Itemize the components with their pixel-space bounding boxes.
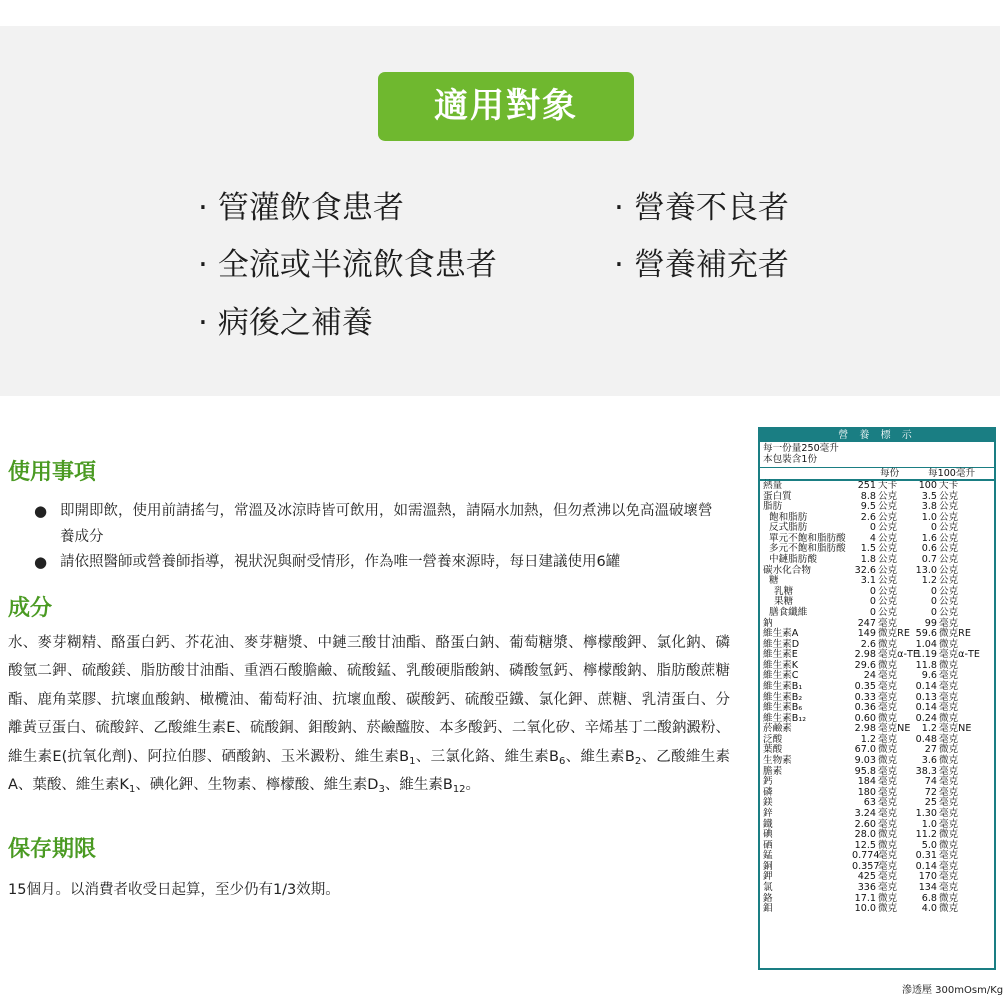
per-serving-unit: 毫克 [878, 850, 898, 862]
per-serving-value: 2.98 [854, 723, 876, 735]
per-100ml-value: 25 [924, 797, 937, 809]
shelf-life-text: 15個月。以消費者收受日起算，至少仍有1/3效期。 [8, 882, 340, 898]
per-serving-unit: 毫克 [878, 617, 898, 629]
per-100ml-unit: 公克 [939, 575, 959, 587]
nutrient-name: 鋅 [763, 807, 773, 819]
per-serving-value: 0 [869, 606, 876, 618]
nutrient-name: 葉酸 [763, 744, 783, 756]
nutrient-row [760, 566, 994, 577]
target-item [198, 305, 373, 341]
per-100ml-unit: 公克 [939, 554, 959, 566]
servings-per-package: 本包裝含1份 [763, 454, 818, 465]
per-serving-value: 425 [857, 871, 876, 883]
nutrient-name: 維生素B₂ [763, 691, 803, 703]
nutrient-name: 泛酸 [763, 733, 783, 745]
bullet-dot: ● [34, 502, 48, 520]
per-serving-value: 184 [857, 776, 876, 788]
per-100ml-value: 0.14 [915, 702, 937, 714]
per-100ml-value: 3.5 [921, 490, 937, 502]
per-100ml-unit: 微克 [939, 829, 959, 841]
per-serving-value: 32.6 [854, 564, 876, 576]
per-100ml-value: 0 [930, 596, 937, 608]
per-100ml-unit: 毫克 [939, 871, 959, 883]
target-item [614, 247, 789, 283]
nutrient-name: 維生素B₁₂ [763, 712, 807, 724]
per-serving-value: 9.5 [860, 501, 876, 513]
target-item-label: 營養不良者 [633, 190, 789, 226]
per-serving-unit: 毫克 [878, 797, 898, 809]
per-100ml-value: 38.3 [915, 765, 937, 777]
bullet-dot: ● [34, 553, 48, 571]
nutrition-rows [760, 480, 994, 915]
per-serving-unit: 毫克 [878, 670, 898, 682]
usage-item-text: 請依照醫師或營養師指導，視狀況與耐受情形，作為唯一營養來源時，每日建議使用6罐 [60, 554, 621, 570]
per-100ml-value: 0.48 [915, 733, 937, 745]
per-serving-unit: 大卡 [878, 480, 898, 491]
nutrition-header: 營 養 標 示 [760, 429, 994, 442]
per-serving-value: 0.774 [852, 850, 880, 862]
nutrition-divider [760, 480, 994, 481]
nutrient-name: 反式脂肪 [769, 522, 808, 534]
bullet-dot: · [198, 247, 208, 283]
per-serving-value: 180 [857, 786, 876, 798]
per-serving-unit: 公克 [878, 596, 898, 608]
per-serving-value: 336 [857, 881, 876, 893]
nutrient-name: 維生素E [763, 649, 798, 661]
per-100ml-value: 170 [918, 871, 937, 883]
per-100ml-value: 0.14 [915, 860, 937, 872]
per-100ml-unit: 公克 [939, 564, 959, 576]
nutrient-name: 鈉 [763, 617, 773, 629]
per-100ml-unit: 毫克 [939, 786, 959, 798]
per-100ml-value: 3.6 [921, 755, 937, 767]
nutrient-name: 鈣 [763, 776, 773, 788]
per-100ml-value: 1.2 [921, 723, 937, 735]
per-serving-unit: 微克 [878, 903, 898, 915]
per-serving-value: 149 [857, 628, 876, 640]
nutrient-row [760, 777, 994, 788]
nutrient-name: 糖 [769, 575, 779, 587]
per-serving-value: 0.36 [854, 702, 876, 714]
per-100ml-value: 134 [918, 881, 937, 893]
nutrient-name: 飽和脂肪 [769, 511, 808, 523]
nutrient-name: 維生素D [763, 638, 800, 650]
nutrient-row [760, 894, 994, 905]
per-serving-unit: 公克 [878, 543, 898, 555]
usage-item [34, 498, 724, 550]
usage-title: 使用事項 [8, 460, 97, 485]
per-serving-unit: 微克 [878, 659, 898, 671]
per-100ml-unit: 毫克 [939, 776, 959, 788]
per-serving-value: 9.03 [854, 755, 876, 767]
per-100ml-unit: 微克 [939, 903, 959, 915]
per-100ml-unit: 毫克 [939, 818, 959, 830]
per-100ml-unit: 毫克 [939, 733, 959, 745]
nutrient-name: 果糖 [774, 596, 794, 608]
per-100ml-unit: 毫克 [939, 617, 959, 629]
nutrient-name: 硒 [763, 839, 773, 851]
per-serving-unit: 公克 [878, 522, 898, 534]
per-100ml-value: 1.6 [921, 532, 937, 544]
per-serving-unit: 毫克 [878, 807, 898, 819]
per-100ml-unit: 毫克 [939, 850, 959, 862]
per-serving-unit: 毫克 [878, 871, 898, 883]
per-serving-unit: 毫克 [878, 691, 898, 703]
nutrient-name: 膳食纖維 [769, 606, 808, 618]
per-100ml-value: 0 [930, 606, 937, 618]
bullet-dot: · [614, 190, 624, 226]
per-100ml-value: 11.8 [915, 659, 937, 671]
per-100ml-unit: 公克 [939, 501, 959, 513]
per-serving-unit: 微克RE [878, 628, 910, 640]
ingredients-title: 成分 [8, 596, 53, 621]
per-serving-value: 2.6 [860, 638, 876, 650]
nutrient-name: 磷 [763, 786, 773, 798]
bullet-dot: · [198, 305, 208, 341]
nutrient-row [760, 756, 994, 767]
per-100ml-value: 0.24 [915, 712, 937, 724]
per-serving-unit: 公克 [878, 532, 898, 544]
per-serving-unit: 微克 [878, 829, 898, 841]
nutrient-name: 生物素 [763, 755, 792, 767]
per-100ml-value: 1.0 [921, 818, 937, 830]
per-serving-unit: 微克 [878, 839, 898, 851]
per-100ml-value: 3.8 [921, 501, 937, 513]
nutrient-row [760, 767, 994, 778]
per-100ml-header: 每100毫升 [928, 468, 976, 479]
target-item-label: 病後之補養 [217, 305, 373, 341]
per-serving-value: 0 [869, 596, 876, 608]
per-100ml-unit: 微克 [939, 744, 959, 756]
per-100ml-unit: 毫克NE [939, 723, 972, 735]
nutrient-name: 錳 [763, 850, 773, 862]
per-serving-value: 8.8 [860, 490, 876, 502]
nutrient-row [760, 481, 994, 492]
per-100ml-unit: 微克 [939, 892, 959, 904]
nutrient-row [760, 872, 994, 883]
per-100ml-unit: 公克 [939, 522, 959, 534]
per-serving-unit: 微克 [878, 744, 898, 756]
per-serving-unit: 毫克 [878, 733, 898, 745]
per-serving-unit: 公克 [878, 564, 898, 576]
per-serving-unit: 毫克 [878, 680, 898, 692]
per-100ml-unit: 公克 [939, 585, 959, 597]
nutrient-row [760, 830, 994, 841]
per-serving-unit: 公克 [878, 490, 898, 502]
per-100ml-value: 1.19 [915, 649, 937, 661]
per-serving-value: 3.1 [860, 575, 876, 587]
shelf-life-title: 保存期限 [8, 837, 97, 862]
nutrient-name: 膽素 [763, 765, 783, 777]
per-100ml-value: 59.6 [915, 628, 937, 640]
nutrient-name: 鉬 [763, 903, 773, 915]
ingredients-text: 水、麥芽糊精、酪蛋白鈣、芥花油、麥芽糖漿、中鏈三酸甘油酯、酪蛋白鈉、葡萄糖漿、檸檬酸鉀、氯化鈉、磷酸氫二鉀、硫酸鎂、脂肪酸甘油酯、重酒石酸膽鹼、硫酸錳、乳酸硬脂酸鈉、磷酸氫鈣、檸檬酸鈉、脂肪酸蔗糖酯、鹿角菜膠、抗壞血酸鈉、橄欖油、葡萄籽油、抗壞血酸、碳酸鈣、硫酸亞鐵、氯化鉀、蔗糖、乳清蛋白、分離黃豆蛋白、硫酸鋅、乙酸維生素E、硫酸銅、鉬酸鈉、菸鹼醯胺、本多酸鈣、二氧化矽、辛烯基丁二酸鈉澱粉、維生素E(抗氧化劑)、阿拉伯膠、硒酸鈉、玉米澱粉、維生素$B_1$、三氯化鉻、維生素$B_6$、維生素$B_2$、乙酸維生素A、葉酸、維生素$K_1$、碘化鉀、生物素、檸檬酸、維生素$D_3$、維生素$B_{12}$。 [8, 635, 731, 796]
serving-size: 每一份量250毫升 [763, 443, 839, 454]
nutrient-name: 鉻 [763, 892, 773, 904]
target-item-label: 管灌飲食患者 [217, 190, 404, 226]
nutrient-name: 碘 [763, 829, 773, 841]
per-100ml-value: 100 [918, 480, 937, 491]
per-100ml-value: 4.0 [921, 903, 937, 915]
nutrient-name: 熱量 [763, 480, 783, 491]
per-serving-value: 28.0 [854, 829, 876, 841]
nutrient-name: 維生素C [763, 670, 799, 682]
per-100ml-unit: 公克 [939, 606, 959, 618]
per-100ml-unit: 毫克 [939, 670, 959, 682]
per-100ml-value: 9.6 [921, 670, 937, 682]
nutrition-facts-panel [758, 427, 996, 970]
osmolality-note: 滲透壓 300mOsm/Kg [902, 985, 1003, 996]
per-serving-value: 247 [857, 617, 876, 629]
nutrient-name: 脂肪 [763, 501, 783, 513]
nutrient-name: 鎂 [763, 797, 773, 809]
target-item [614, 190, 789, 226]
per-100ml-value: 13.0 [915, 564, 937, 576]
nutrition-serving-info [760, 442, 994, 468]
per-serving-value: 29.6 [854, 659, 876, 671]
per-serving-value: 0.357 [852, 860, 880, 872]
bullet-dot: · [614, 247, 624, 283]
usage-item [34, 549, 724, 575]
per-serving-value: 4 [869, 532, 876, 544]
per-100ml-unit: 毫克 [939, 860, 959, 872]
per-100ml-unit: 毫克 [939, 807, 959, 819]
nutrient-name: 單元不飽和脂肪酸 [769, 532, 846, 544]
per-100ml-unit: 毫克 [939, 765, 959, 777]
per-100ml-value: 72 [924, 786, 937, 798]
nutrient-row [760, 788, 994, 799]
per-100ml-value: 99 [924, 617, 937, 629]
per-100ml-value: 0.14 [915, 680, 937, 692]
per-100ml-unit: 毫克 [939, 702, 959, 714]
per-serving-unit: 毫克 [878, 881, 898, 893]
per-serving-unit: 公克 [878, 585, 898, 597]
per-100ml-unit: 大卡 [939, 480, 959, 491]
per-serving-unit: 公克 [878, 554, 898, 566]
nutrient-row [760, 883, 994, 894]
per-100ml-unit: 公克 [939, 511, 959, 523]
per-100ml-unit: 微克 [939, 659, 959, 671]
per-100ml-value: 6.8 [921, 892, 937, 904]
nutrient-name: 多元不飽和脂肪酸 [769, 543, 846, 555]
nutrient-row [760, 724, 994, 735]
per-serving-unit: 微克 [878, 755, 898, 767]
per-100ml-unit: 毫克 [939, 881, 959, 893]
per-serving-value: 12.5 [854, 839, 876, 851]
per-100ml-unit: 公克 [939, 596, 959, 608]
per-100ml-value: 0 [930, 585, 937, 597]
per-serving-value: 0 [869, 585, 876, 597]
per-100ml-unit: 微克RE [939, 628, 971, 640]
per-serving-value: 0.60 [854, 712, 876, 724]
nutrient-name: 維生素B₁ [763, 680, 803, 692]
per-serving-value: 10.0 [854, 903, 876, 915]
per-serving-unit: 公克 [878, 501, 898, 513]
per-100ml-value: 0.31 [915, 850, 937, 862]
nutrient-row [760, 576, 994, 587]
per-serving-unit: 毫克 [878, 702, 898, 714]
per-serving-unit: 公克 [878, 606, 898, 618]
per-serving-value: 1.8 [860, 554, 876, 566]
per-serving-unit: 毫克 [878, 818, 898, 830]
per-100ml-unit: 毫克 [939, 691, 959, 703]
nutrient-row [760, 904, 994, 915]
target-title-badge: 適用對象 [378, 72, 634, 141]
target-item-label: 營養補充者 [633, 247, 789, 283]
per-100ml-unit: 公克 [939, 532, 959, 544]
per-serving-unit: 毫克 [878, 776, 898, 788]
nutrient-row [760, 862, 994, 873]
nutrient-name: 銅 [763, 860, 773, 872]
per-serving-unit: 毫克 [878, 786, 898, 798]
nutrient-row [760, 492, 994, 503]
per-serving-unit: 毫克 [878, 860, 898, 872]
per-100ml-unit: 毫克α-TE [939, 649, 980, 661]
per-serving-value: 24 [863, 670, 876, 682]
per-100ml-value: 1.30 [915, 807, 937, 819]
nutrient-row [760, 745, 994, 756]
per-100ml-value: 0.13 [915, 691, 937, 703]
per-100ml-value: 5.0 [921, 839, 937, 851]
nutrient-row [760, 820, 994, 831]
per-100ml-unit: 公克 [939, 543, 959, 555]
per-serving-value: 0.33 [854, 691, 876, 703]
per-serving-unit: 毫克NE [878, 723, 911, 735]
per-serving-value: 2.6 [860, 511, 876, 523]
nutrient-name: 維生素K [763, 659, 799, 671]
per-serving-value: 1.5 [860, 543, 876, 555]
bullet-dot: · [198, 190, 208, 226]
per-100ml-unit: 微克 [939, 638, 959, 650]
nutrient-row [760, 798, 994, 809]
per-serving-value: 251 [857, 480, 876, 491]
per-serving-unit: 微克 [878, 638, 898, 650]
per-serving-value: 63 [863, 797, 876, 809]
nutrient-row [760, 608, 994, 619]
per-serving-value: 1.2 [860, 733, 876, 745]
per-serving-unit: 微克 [878, 712, 898, 724]
per-serving-value: 2.60 [854, 818, 876, 830]
per-100ml-value: 0.7 [921, 554, 937, 566]
per-serving-value: 0 [869, 522, 876, 534]
per-100ml-value: 1.2 [921, 575, 937, 587]
per-100ml-value: 0.6 [921, 543, 937, 555]
per-serving-value: 3.24 [854, 807, 876, 819]
per-100ml-value: 1.0 [921, 511, 937, 523]
per-serving-unit: 毫克 [878, 765, 898, 777]
nutrient-row [760, 587, 994, 598]
per-serving-value: 2.98 [854, 649, 876, 661]
per-serving-value: 67.0 [854, 744, 876, 756]
target-item [198, 247, 497, 283]
nutrition-column-headers [760, 468, 994, 480]
nutrient-row [760, 735, 994, 746]
nutrient-row [760, 809, 994, 820]
nutrient-name: 碳水化合物 [763, 564, 811, 576]
per-serving-unit: 公克 [878, 575, 898, 587]
nutrient-name: 乳糖 [774, 585, 794, 597]
per-100ml-value: 0 [930, 522, 937, 534]
per-100ml-value: 11.2 [915, 829, 937, 841]
usage-item-text: 即開即飲，使用前請搖勻，常溫及冰涼時皆可飲用，如需溫熱，請隔水加熱，但勿煮沸以免高溫破壞營養成分 [60, 503, 713, 545]
per-100ml-value: 74 [924, 776, 937, 788]
per-100ml-value: 27 [924, 744, 937, 756]
per-serving-unit: 公克 [878, 511, 898, 523]
per-100ml-unit: 毫克 [939, 680, 959, 692]
per-serving-value: 0.35 [854, 680, 876, 692]
nutrient-name: 氯 [763, 881, 773, 893]
nutrient-name: 蛋白質 [763, 490, 792, 502]
per-100ml-unit: 微克 [939, 712, 959, 724]
target-item [198, 190, 404, 226]
per-100ml-unit: 微克 [939, 755, 959, 767]
per-100ml-unit: 微克 [939, 839, 959, 851]
nutrient-name: 鐵 [763, 818, 773, 830]
nutrient-name: 中鏈脂肪酸 [769, 554, 817, 566]
nutrient-name: 維生素B₆ [763, 702, 803, 714]
per-serving-unit: 毫克α-TE [878, 649, 919, 661]
per-serving-unit: 微克 [878, 892, 898, 904]
per-serving-header: 每份 [880, 468, 900, 479]
per-100ml-unit: 毫克 [939, 797, 959, 809]
nutrient-row [760, 682, 994, 693]
per-serving-value: 17.1 [854, 892, 876, 904]
nutrient-name: 維生素A [763, 628, 799, 640]
per-100ml-value: 1.04 [915, 638, 937, 650]
per-100ml-unit: 公克 [939, 490, 959, 502]
nutrient-name: 鉀 [763, 871, 773, 883]
per-serving-value: 95.8 [854, 765, 876, 777]
nutrient-name: 菸鹼素 [763, 723, 792, 735]
target-item-label: 全流或半流飲食患者 [217, 247, 497, 283]
